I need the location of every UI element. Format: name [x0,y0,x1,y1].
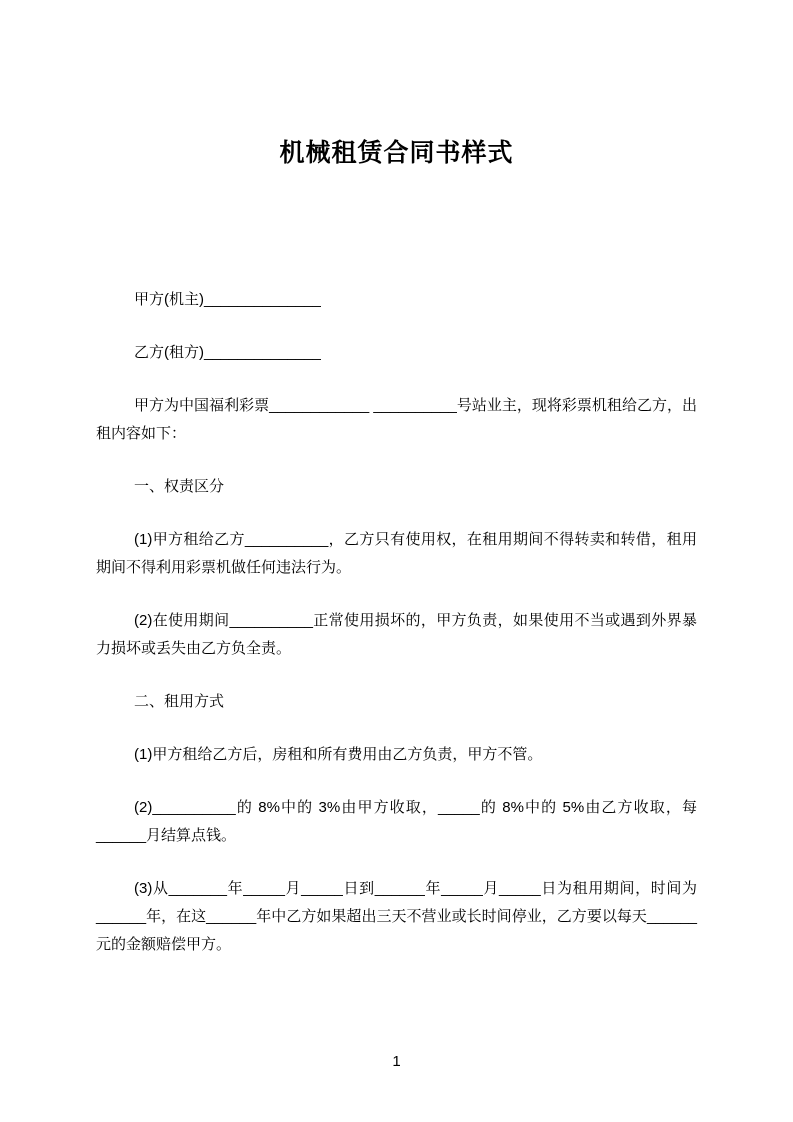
paragraph-7: 二、租用方式 [134,693,225,710]
paragraph-1: 甲方(机主)______________ [134,291,321,308]
paragraph-2: 乙方(租方)______________ [134,344,321,361]
paragraph-3: 甲方为中国福利彩票____________ __________号站业主，现将彩票机租给乙方，出租内容如下： [96,397,697,442]
document-title: 机械租赁合同书样式 [279,139,514,167]
paragraph-9: (2)__________的 8%中的 3%由甲方收取，_____的 8%中的 5%由乙方收取，每______月结算点钱。 [96,799,697,844]
page-number: 1 [392,1053,401,1070]
paragraph-8: (1)甲方租给乙方后，房租和所有费用由乙方负责，甲方不管。 [134,746,543,763]
document-body [96,286,697,959]
paragraph-6: (2)在使用期间__________正常使用损坏的，甲方负责，如果使用不当或遇到外界暴力损坏或丢失由乙方负全责。 [96,612,697,657]
paragraph-10: (3)从_______年_____月_____日到______年_____月_____日为租用期间，时间为______年，在这______年中乙方如果超出三天不营业或长时间停业，乙方要以每天______元的金额赔偿甲方。 [96,880,697,953]
paragraph-4: 一、权责区分 [134,478,225,495]
paragraph-5: (1)甲方租给乙方__________，乙方只有使用权，在租用期间不得转卖和转借，租用期间不得利用彩票机做任何违法行为。 [96,531,697,576]
